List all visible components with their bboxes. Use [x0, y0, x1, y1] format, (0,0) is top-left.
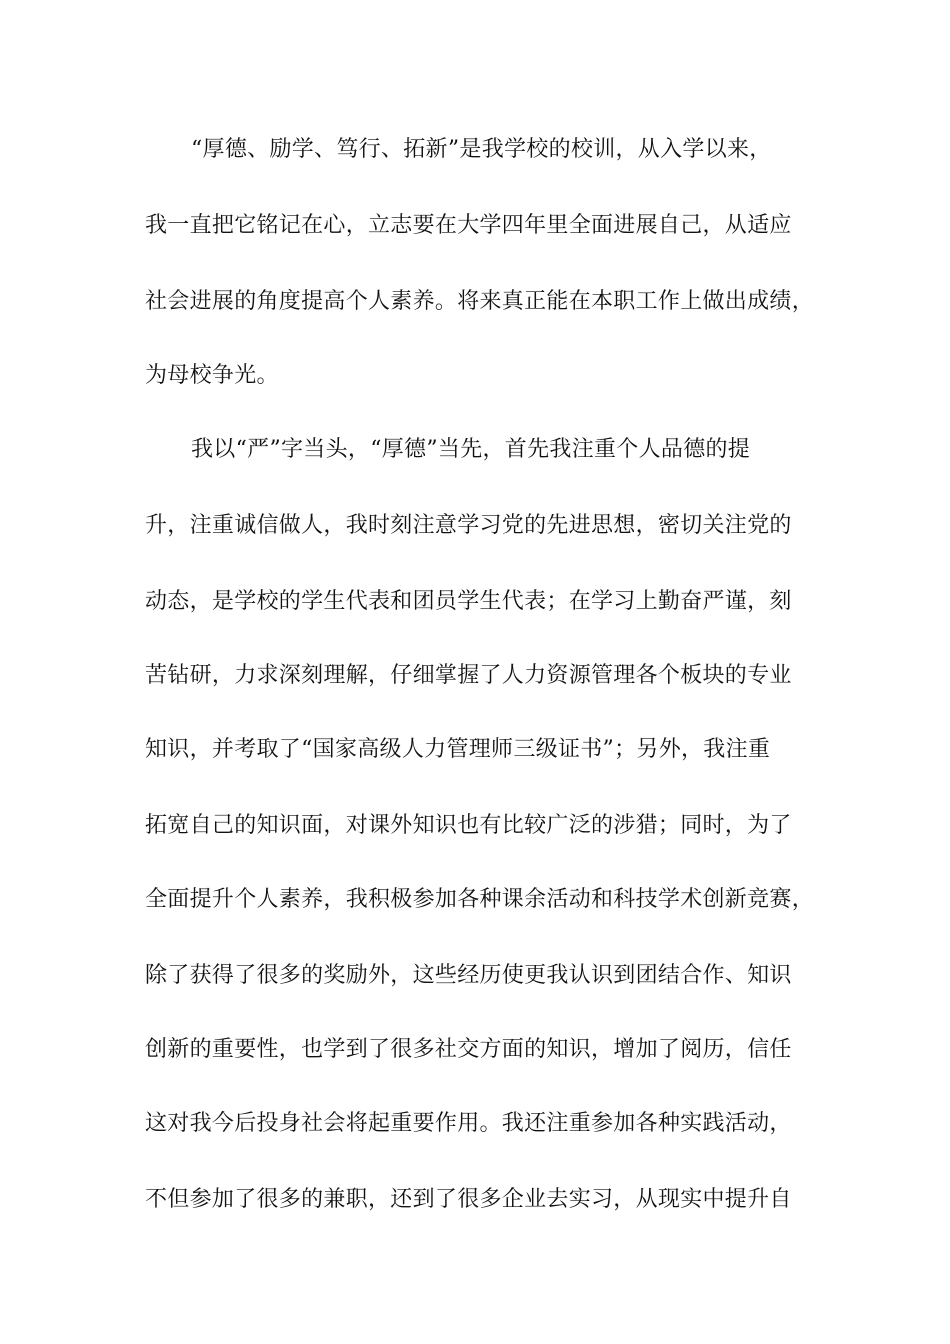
- paragraph-2-line-4: 苦钻研，力求深刻理解，仔细掌握了人力资源管理各个板块的专业: [145, 663, 792, 688]
- paragraph-2-line-11: 不但参加了很多的兼职，还到了很多企业去实习，从现实中提升自: [145, 1187, 792, 1212]
- paragraph-2-line-10: 这对我今后投身社会将起重要作用。我还注重参加各种实践活动，: [145, 1111, 792, 1136]
- paragraph-2-line-6: 拓宽自己的知识面，对课外知识也有比较广泛的涉猎；同时，为了: [145, 813, 792, 838]
- paragraph-2-line-7: 全面提升个人素养，我积极参加各种课余活动和科技学术创新竞赛，: [145, 887, 815, 912]
- paragraph-2-line-1: 我以“严”字当头，“厚德”当先，首先我注重个人品德的提: [191, 437, 751, 462]
- paragraph-2-line-3: 动态，是学校的学生代表和团员学生代表；在学习上勤奋严谨，刻: [145, 589, 792, 614]
- paragraph-2-line-2: 升，注重诚信做人，我时刻注意学习党的先进思想，密切关注党的: [145, 513, 792, 538]
- paragraph-1-line-1: “厚德、励学、笃行、拓新”是我学校的校训，从入学以来，: [191, 137, 772, 162]
- paragraph-2-line-9: 创新的重要性，也学到了很多社交方面的知识，增加了阅历，信任: [145, 1037, 792, 1062]
- paragraph-1-line-4: 为母校争光。: [145, 363, 279, 388]
- paragraph-2-line-8: 除了获得了很多的奖励外，这些经历使更我认识到团结合作、知识: [145, 963, 792, 988]
- paragraph-1-line-3: 社会进展的角度提高个人素养。将来真正能在本职工作上做出成绩，: [145, 289, 815, 314]
- paragraph-1-line-2: 我一直把它铭记在心，立志要在大学四年里全面进展自己，从适应: [145, 213, 792, 238]
- paragraph-2-line-5: 知识，并考取了“国家高级人力管理师三级证书”；另外，我注重: [145, 737, 771, 762]
